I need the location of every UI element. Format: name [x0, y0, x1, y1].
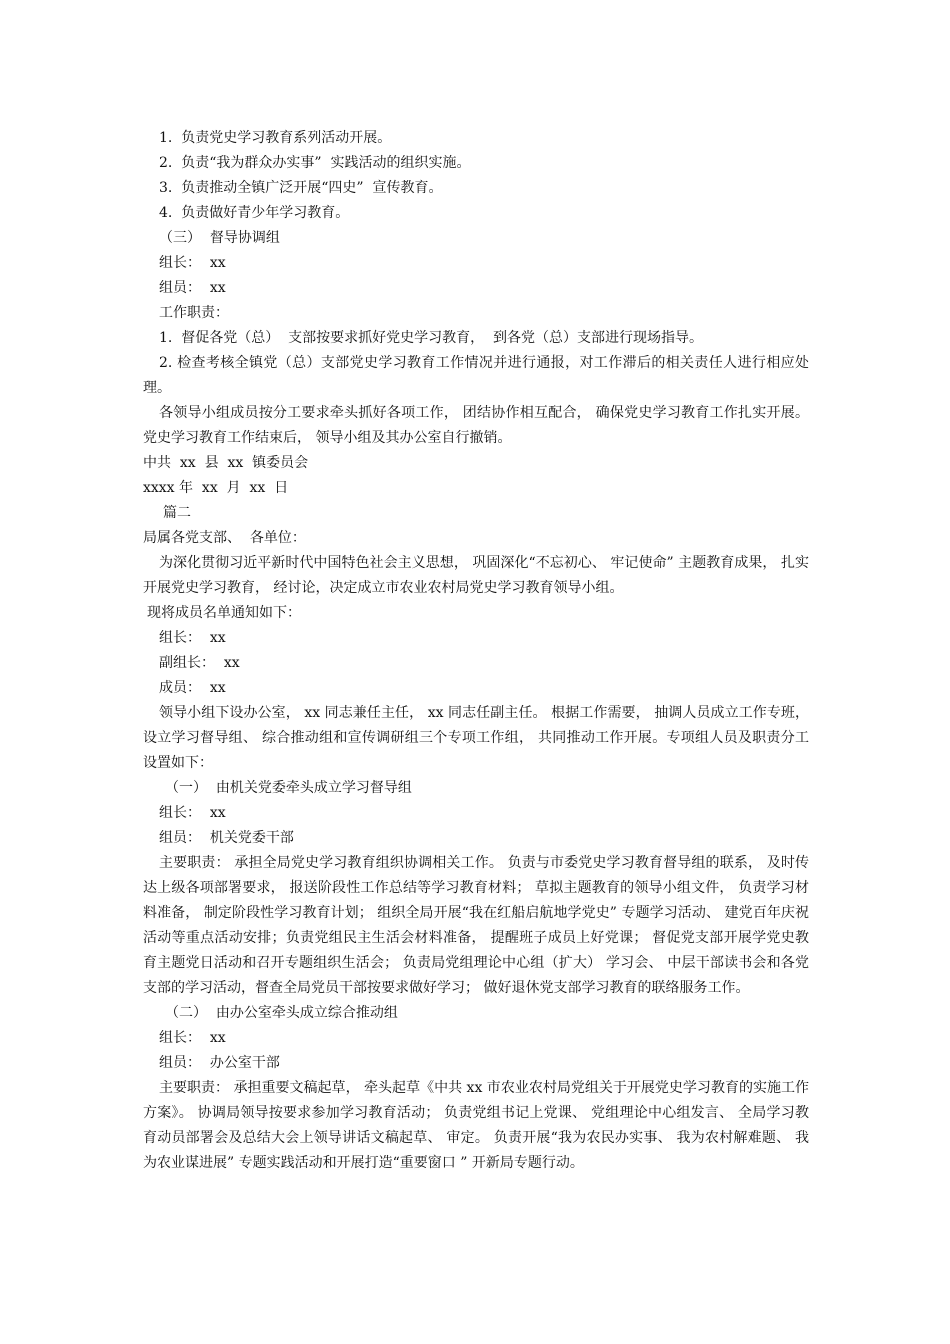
members-line: 成员： xx	[159, 680, 226, 696]
group2-duties: 主要职责： 承担重要文稿起草， 牵头起草《中共 xx 市农业农村局党组关于开展党史学习教育的实施工作方案》。 协调局领导按要求参加学习教育活动； 负责党组书记上党课、 党组理论中心组发言、 全局学习教育动员部署会及总结大会上领导讲话文稿起草、 审定。 负责开展“我为农民办实事、 我为农村解难题、 我为农业谋进展” 专题实践活动和开展打造“重要窗口 ” 开新局专题行动。	[143, 1080, 809, 1171]
group2-title: （二） 由办公室牵头成立综合推动组	[165, 1005, 398, 1021]
supervision-members: 组员： xx	[159, 280, 226, 296]
group2-leader: 组长： xx	[159, 1030, 226, 1046]
signature-date: xxxx 年 xx 月 xx 日	[143, 480, 289, 496]
group1-duties: 主要职责： 承担全局党史学习教育组织协调相关工作。 负责与市委党史学习教育督导组的联系， 及时传达上级各项部署要求， 报送阶段性工作总结等学习教育材料； 草拟主题教育的领导小组文件， 负责学习材料准备， 制定阶段性学习教育计划； 组织全局开展“我在红船启航地学党史” 专题学习活动、 建党百年庆祝活动等重点活动安排；负责党组民主生活会材料准备， 提醒班子成员上好党课； 督促党支部开展学党史教育主题党日活动和召开专题组织生活会； 负责局党组理论中心组（扩大） 学习会、 中层干部读书会和各党支部的学习活动，督查全局党员干部按要求做好学习； 做好退休党支部学习教育的联络服务工作。	[143, 855, 809, 996]
duty-item-4: 4. 负责做好青少年学习教育。	[159, 205, 350, 221]
group1-title: （一） 由机关党委牵头成立学习督导组	[165, 780, 412, 796]
group2-members: 组员： 办公室干部	[159, 1055, 280, 1071]
team-paragraph: 各领导小组成员按分工要求牵头抓好各项工作， 团结协作相互配合， 确保党史学习教育工作扎实开展。党史学习教育工作结束后， 领导小组及其办公室自行撤销。	[143, 405, 809, 446]
addressee: 局属各党支部、 各单位：	[143, 530, 306, 546]
duty-item-1: 1. 负责党史学习教育系列活动开展。	[159, 130, 392, 146]
supervision-duty-1: 1. 督促各党（总） 支部按要求抓好党史学习教育， 到各党（总）支部进行现场指导。	[159, 330, 704, 346]
work-duties-label: 工作职责：	[159, 305, 229, 321]
supervision-leader: 组长： xx	[159, 255, 226, 271]
section-heading-supervision: （三） 督导协调组	[159, 230, 280, 246]
office-paragraph: 领导小组下设办公室， xx 同志兼任主任， xx 同志任副主任。 根据工作需要， 抽调人员成立工作专班， 设立学习督导组、 综合推动组和宣传调研组三个专项工作组， 共同推动工作开展。专项组人员及职责分工设置如下：	[143, 705, 809, 771]
signature-org: 中共 xx 县 xx 镇委员会	[143, 455, 309, 471]
notice-line: 现将成员名单通知如下：	[147, 605, 301, 621]
supervision-duty-2: 2. 检查考核全镇党（总）支部党史学习教育工作情况并进行通报，对工作滞后的相关责任人进行相应处理。	[143, 355, 809, 396]
duty-item-2: 2. 负责“我为群众办实事” 实践活动的组织实施。	[159, 155, 471, 171]
duty-item-3: 3. 负责推动全镇广泛开展“四史” 宣传教育。	[159, 180, 443, 196]
leader-line: 组长： xx	[159, 630, 226, 646]
group1-leader: 组长： xx	[159, 805, 226, 821]
deputy-line: 副组长： xx	[159, 655, 240, 671]
group1-members: 组员： 机关党委干部	[159, 830, 294, 846]
section-two-heading: 篇二	[163, 505, 191, 521]
document-body	[143, 126, 809, 1176]
intro-paragraph: 为深化贯彻习近平新时代中国特色社会主义思想， 巩固深化“不忘初心、 牢记使命” 主题教育成果， 扎实开展党史学习教育， 经讨论，决定成立市农业农村局党史学习教育领导小组。	[143, 555, 809, 596]
